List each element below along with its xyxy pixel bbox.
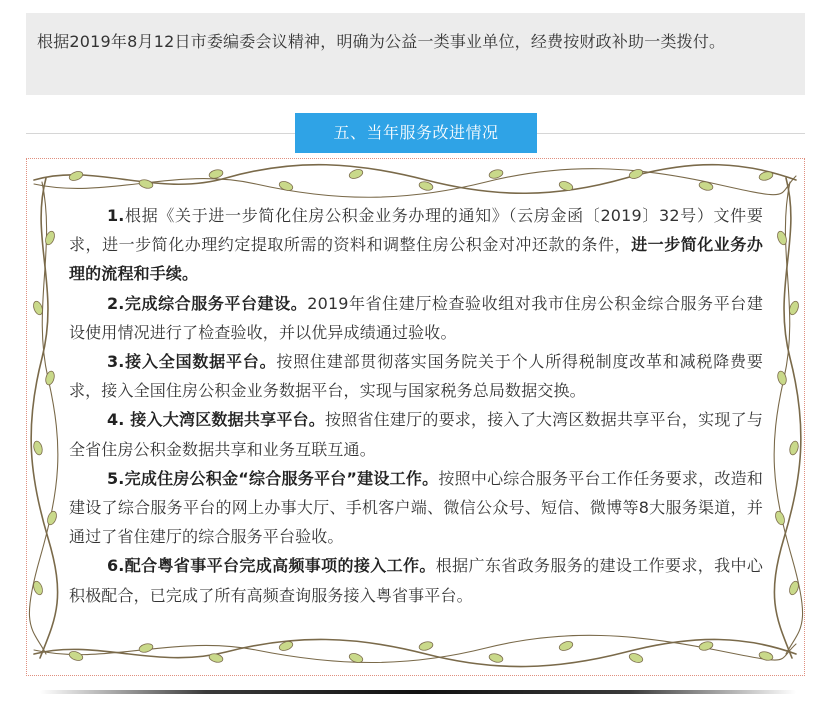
item-text: 按照中心综合服务平台工作任务要求，改造和建设了综合服务平台的网上办事大厅、手机客户端、微信公众号、短信、微博等8大服务渠道，并通过了省住建厅的综合服务平台验收。 (69, 468, 763, 547)
item-text: 2019年省住建厅检查验收组对我市住房公积金综合服务平台建设使用情况进行了检查验收，并以优异成绩通过验收。 (69, 293, 763, 342)
intro-text: 根据2019年8月12日市委编委会议精神，明确为公益一类事业单位，经费按财政补助一类拨付。 (37, 32, 726, 51)
section-title-text: 五、当年服务改进情况 (333, 123, 499, 142)
service-improvements (69, 201, 763, 610)
item-tail-bold: 进一步简化业务办理的流程和手续。 (69, 235, 764, 284)
list-item (69, 405, 763, 463)
item-heading: 5.完成住房公积金“综合服务平台”建设工作。 (107, 468, 439, 488)
list-item (69, 464, 763, 552)
item-lead: 1. (107, 206, 125, 225)
item-heading: 4. 接入大湾区数据共享平台。 (107, 410, 325, 430)
bottom-divider (40, 690, 796, 694)
list-item (69, 347, 763, 405)
item-heading: 2.完成综合服务平台建设。 (107, 293, 308, 313)
item-text: 根据《关于进一步简化住房公积金业务办理的通知》（云房金函〔2019〕32号）文件要求，进一步简化办理约定提取所需的资料和调整住房公积金对冲还款的条件， (69, 206, 763, 255)
item-heading: 3.接入全国数据平台。 (107, 352, 277, 372)
section-title (295, 113, 537, 153)
list-item (69, 289, 763, 347)
intro-note (26, 13, 805, 95)
list-item (69, 551, 763, 609)
list-item (69, 201, 763, 289)
vine-top (34, 165, 796, 194)
item-text: 根据广东省政务服务的建设工作要求，我中心积极配合，已完成了所有高频查询服务接入粤省事平台。 (69, 556, 763, 605)
item-text: 按照省住建厅的要求，接入了大湾区数据共享平台，实现了与全省住房公积金数据共享和业务互联互通。 (69, 410, 763, 459)
item-heading: 6.配合粤省事平台完成高频事项的接入工作。 (107, 556, 436, 576)
item-text: 按照住建部贯彻落实国务院关于个人所得税制度改革和减税降费要求，接入全国住房公积金业务数据平台，实现与国家税务总局数据交换。 (69, 352, 763, 401)
